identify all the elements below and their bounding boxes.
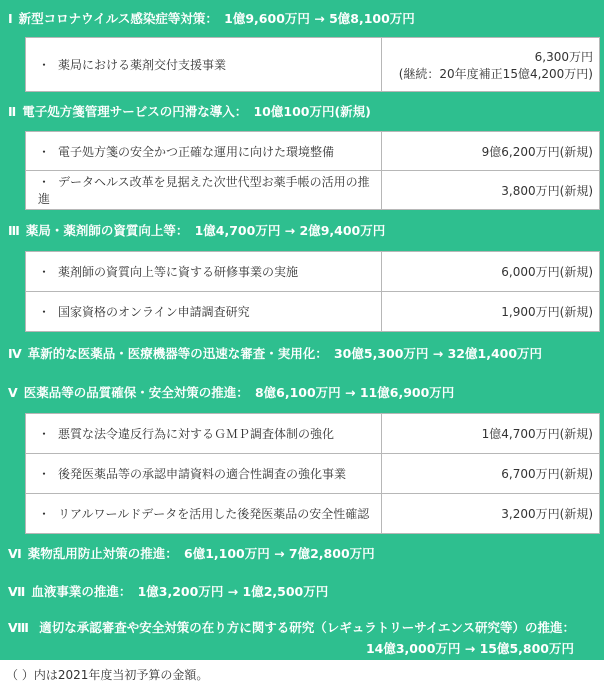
table-row [26, 171, 600, 210]
section-5-items [0, 413, 604, 534]
section-title: 薬局・薬剤師の資質向上等： 1億4,700万円 → 2億9,400万円 [25, 223, 386, 238]
item-amount: 1億4,700万円(新規) [382, 414, 600, 454]
section-title: 医薬品等の品質確保・安全対策の推進： 8億6,100万円 → 11億6,900万円 [23, 385, 455, 400]
section-title: 電子処方箋管理サービスの円滑な導入： 10億100万円(新規) [22, 104, 371, 119]
section-title: 薬物乱用防止対策の推進： 6億1,100万円 → 7億2,800万円 [27, 546, 375, 561]
section-number: Ⅲ [8, 222, 20, 238]
section-1-header [0, 0, 604, 36]
item-amount: 3,800万円(新規) [382, 171, 600, 210]
section-2-header [0, 92, 604, 130]
table-row [26, 38, 600, 92]
bullet: ・ [38, 427, 51, 441]
section-number: Ⅳ [8, 345, 22, 361]
item-amount: 6,300万円 [534, 49, 593, 64]
item-name: 薬剤師の資質向上等に資する研修事業の実施 [58, 265, 299, 279]
item-name: 国家資格のオンライン申請調査研究 [58, 305, 250, 319]
section-title: 新型コロナウイルス感染症等対策： 1億9,600万円 → 5億8,100万円 [18, 11, 415, 26]
item-amount: 6,700万円(新規) [382, 454, 600, 494]
bullet: ・ [38, 175, 51, 189]
footnote: （ ）内は2021年度当初予算の金額。 [6, 668, 209, 682]
item-amount: 1,900万円(新規) [382, 292, 600, 332]
item-name: 後発医薬品等の承認申請資料の適合性調査の強化事業 [58, 467, 347, 481]
bullet: ・ [38, 58, 51, 72]
section-title: 革新的な医薬品・医療機器等の迅速な審査・実用化： 30億5,300万円 → 32億1,400万円 [27, 346, 543, 361]
bullet: ・ [38, 144, 51, 159]
section-number: Ⅵ [8, 545, 22, 561]
section-number: Ⅴ [8, 384, 18, 400]
table-row [26, 454, 600, 494]
section-3-items [0, 251, 604, 332]
item-name: リアルワールドデータを活用した後発医薬品の安全性確認 [58, 507, 370, 521]
bullet: ・ [38, 265, 51, 279]
section-4-header [0, 334, 604, 372]
section-title: 血液事業の推進： 1億3,200万円 → 1億2,500万円 [31, 584, 329, 599]
section-3-header [0, 210, 604, 250]
item-name: 悪質な法令違反行為に対するＧＭＰ調査体制の強化 [58, 427, 335, 441]
item-name: 薬局における薬剤交付支援事業 [58, 58, 227, 72]
section-number: Ⅷ [8, 620, 29, 635]
section-5-header [0, 372, 604, 412]
section-8-header [0, 612, 604, 658]
item-name: データヘルス改革を見据えた次世代型お薬手帳の活用の推進 [38, 175, 370, 206]
section-7-header [0, 572, 604, 610]
table-row [26, 414, 600, 454]
table-row [26, 252, 600, 292]
bullet: ・ [38, 507, 51, 521]
section-2-items [0, 131, 604, 210]
table-row [26, 292, 600, 332]
bullet: ・ [38, 467, 51, 481]
item-name: 電子処方箋の安全かつ正確な運用に向けた環境整備 [58, 144, 335, 159]
item-amount: 6,000万円(新規) [382, 252, 600, 292]
item-amount: 9億6,200万円(新規) [382, 132, 600, 171]
section-1-items [0, 37, 604, 92]
bullet: ・ [38, 305, 51, 319]
section-number: Ⅱ [8, 103, 17, 119]
section-number: Ⅶ [8, 583, 26, 599]
section-title-amount: 14億3,000万円 → 15億5,800万円 [365, 641, 574, 656]
section-title: 適切な承認審査や安全対策の在り方に関する研究（レギュラトリーサイエンス研究等）の推進： [39, 620, 576, 635]
item-amount-note: (継続：20年度補正15億4,200万円) [398, 66, 593, 81]
section-6-header [0, 536, 604, 570]
section-number: Ⅰ [8, 10, 13, 26]
table-row [26, 494, 600, 534]
table-row [26, 132, 600, 171]
item-amount: 3,200万円(新規) [382, 494, 600, 534]
